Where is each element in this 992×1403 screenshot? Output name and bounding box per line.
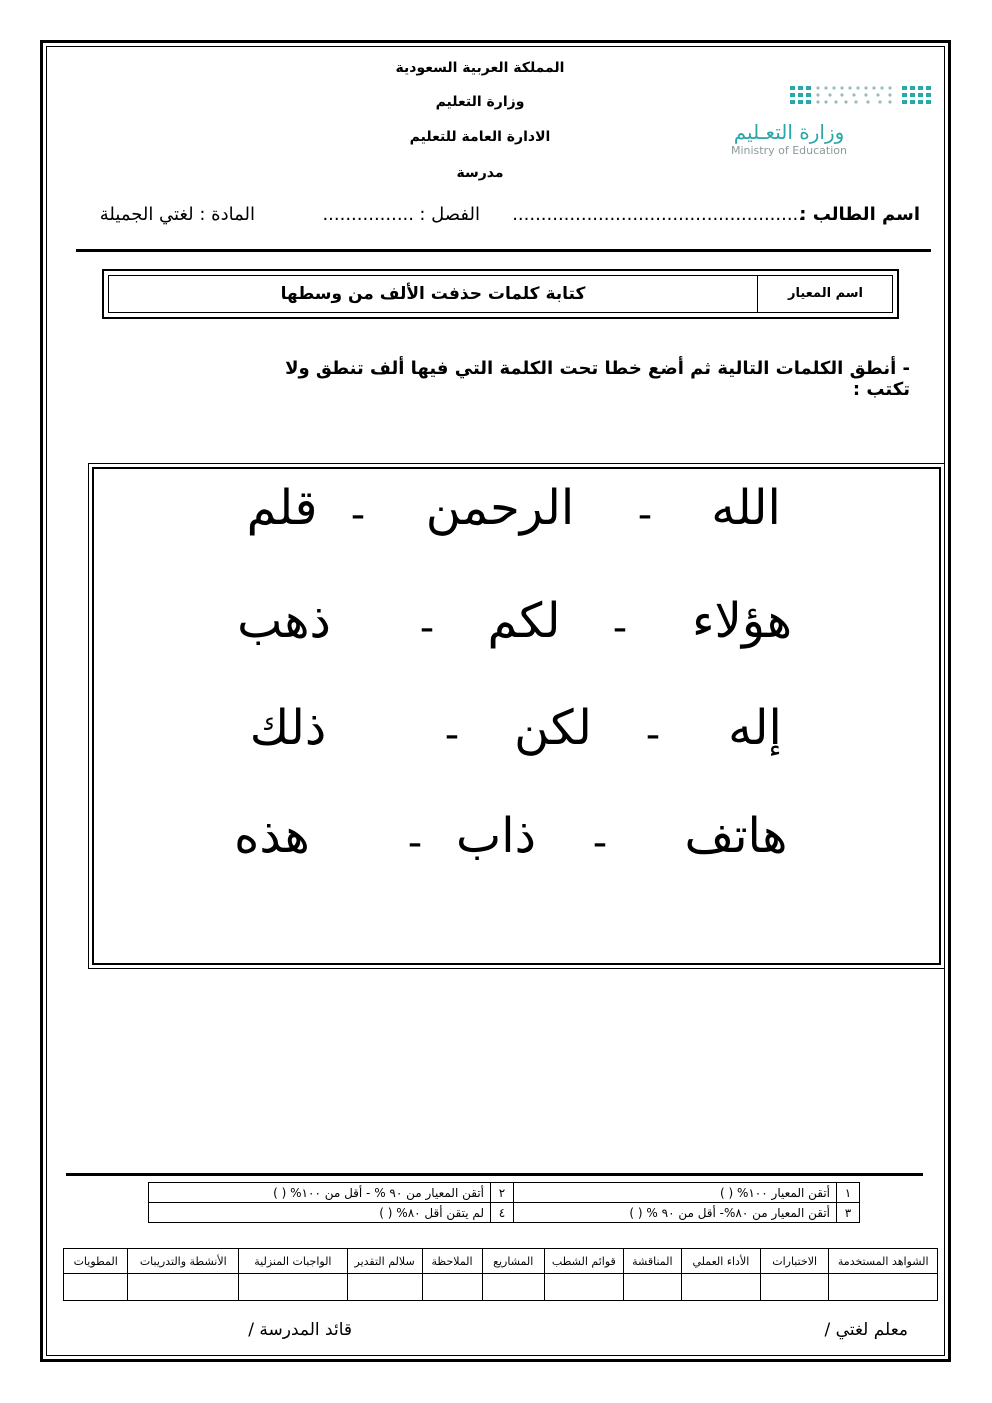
mastery-level: أتقن المعيار من ٨٠%- أقل من ٩٠ % ( ) xyxy=(514,1203,837,1223)
mastery-num: ١ xyxy=(837,1183,860,1203)
evidence-cell[interactable] xyxy=(128,1274,239,1301)
evidence-header: الملاحظة xyxy=(422,1249,482,1274)
evidence-table xyxy=(63,1248,938,1301)
mastery-num: ٤ xyxy=(491,1203,514,1223)
word-hatif[interactable]: هاتف xyxy=(684,808,788,864)
evidence-header: الأداء العملي xyxy=(681,1249,760,1274)
mastery-num: ٢ xyxy=(491,1183,514,1203)
evidence-cell[interactable] xyxy=(239,1274,348,1301)
administration-title: الادارة العامة للتعليم xyxy=(409,129,551,145)
class-field[interactable]: ................ xyxy=(322,204,414,225)
evidence-cell[interactable] xyxy=(64,1274,128,1301)
evidence-cell[interactable] xyxy=(623,1274,681,1301)
mastery-level: أتقن المعيار من ٩٠ % - أقل من ١٠٠% ( ) xyxy=(149,1183,491,1203)
word-allah[interactable]: الله xyxy=(711,480,781,536)
evidence-cell[interactable] xyxy=(681,1274,760,1301)
word-ilah[interactable]: إله xyxy=(728,700,782,756)
word-separator: - xyxy=(407,820,423,866)
kingdom-title: المملكة العربية السعودية xyxy=(395,60,565,76)
mastery-level: لم يتقن أقل ٨٠% ( ) xyxy=(149,1203,491,1223)
evidence-cell[interactable] xyxy=(347,1274,422,1301)
word-thalik[interactable]: ذلك xyxy=(249,700,327,756)
school-title: مدرسة xyxy=(456,165,504,181)
student-name-label: اسم الطالب : xyxy=(799,204,920,225)
word-separator: - xyxy=(645,712,661,758)
evidence-cell[interactable] xyxy=(829,1274,938,1301)
evidence-cell[interactable] xyxy=(760,1274,829,1301)
evidence-header: الأنشطة والتدريبات xyxy=(128,1249,239,1274)
word-separator: - xyxy=(444,712,460,758)
word-thab[interactable]: ذاب xyxy=(456,808,536,864)
standard-label: اسم المعيار xyxy=(757,275,893,313)
instruction-text: - أنطق الكلمات التالية ثم أضع خطا تحت الكلمة التي فيها ألف تنطق ولا تكتب : xyxy=(285,358,910,400)
mastery-levels-table xyxy=(148,1182,860,1223)
word-lakum[interactable]: لكم xyxy=(487,593,561,649)
word-separator: - xyxy=(592,820,608,866)
evidence-header: المناقشة xyxy=(623,1249,681,1274)
evidence-header: قوائم الشطب xyxy=(544,1249,623,1274)
ministry-logo xyxy=(706,80,942,166)
word-separator: - xyxy=(612,605,628,651)
student-name-field[interactable]: ................................................... xyxy=(512,204,804,225)
word-separator: - xyxy=(419,605,435,651)
evidence-header: الشواهد المستخدمة xyxy=(829,1249,938,1274)
teacher-signature: معلم لغتي / xyxy=(824,1320,908,1340)
standard-box xyxy=(102,269,899,319)
evidence-header: الاختبارات xyxy=(760,1249,829,1274)
evidence-cell[interactable] xyxy=(422,1274,482,1301)
evidence-header: سلالم التقدير xyxy=(347,1249,422,1274)
principal-signature: قائد المدرسة / xyxy=(248,1320,352,1340)
word-separator: - xyxy=(350,492,366,538)
footer-divider xyxy=(66,1173,923,1176)
header-divider xyxy=(76,249,931,252)
word-lakin[interactable]: لكن xyxy=(514,700,592,756)
word-alrahman[interactable]: الرحمن xyxy=(425,480,575,536)
evidence-cell[interactable] xyxy=(544,1274,623,1301)
word-thahab[interactable]: ذهب xyxy=(237,593,331,649)
evidence-cell[interactable] xyxy=(482,1274,544,1301)
word-separator: - xyxy=(637,492,653,538)
mastery-num: ٣ xyxy=(837,1203,860,1223)
word-hathihi[interactable]: هذه xyxy=(234,808,310,864)
word-qalam[interactable]: قلم xyxy=(246,480,318,536)
ministry-title: وزارة التعليم xyxy=(435,94,525,110)
logo-arabic-text: وزارة التعـليم xyxy=(733,120,845,144)
mastery-level: أتقن المعيار ١٠٠% ( ) xyxy=(514,1183,837,1203)
evidence-header: المطويات xyxy=(64,1249,128,1274)
logo-english-text: Ministry of Education xyxy=(730,144,847,157)
class-label: الفصل : xyxy=(419,204,480,225)
word-haulaa[interactable]: هؤلاء xyxy=(691,593,793,649)
standard-title: كتابة كلمات حذفت الألف من وسطها xyxy=(280,284,586,304)
student-info-row xyxy=(70,200,920,234)
subject-label: المادة : لغتي الجميلة xyxy=(99,204,255,225)
evidence-header: المشاريع xyxy=(482,1249,544,1274)
evidence-header: الواجبات المنزلية xyxy=(239,1249,348,1274)
